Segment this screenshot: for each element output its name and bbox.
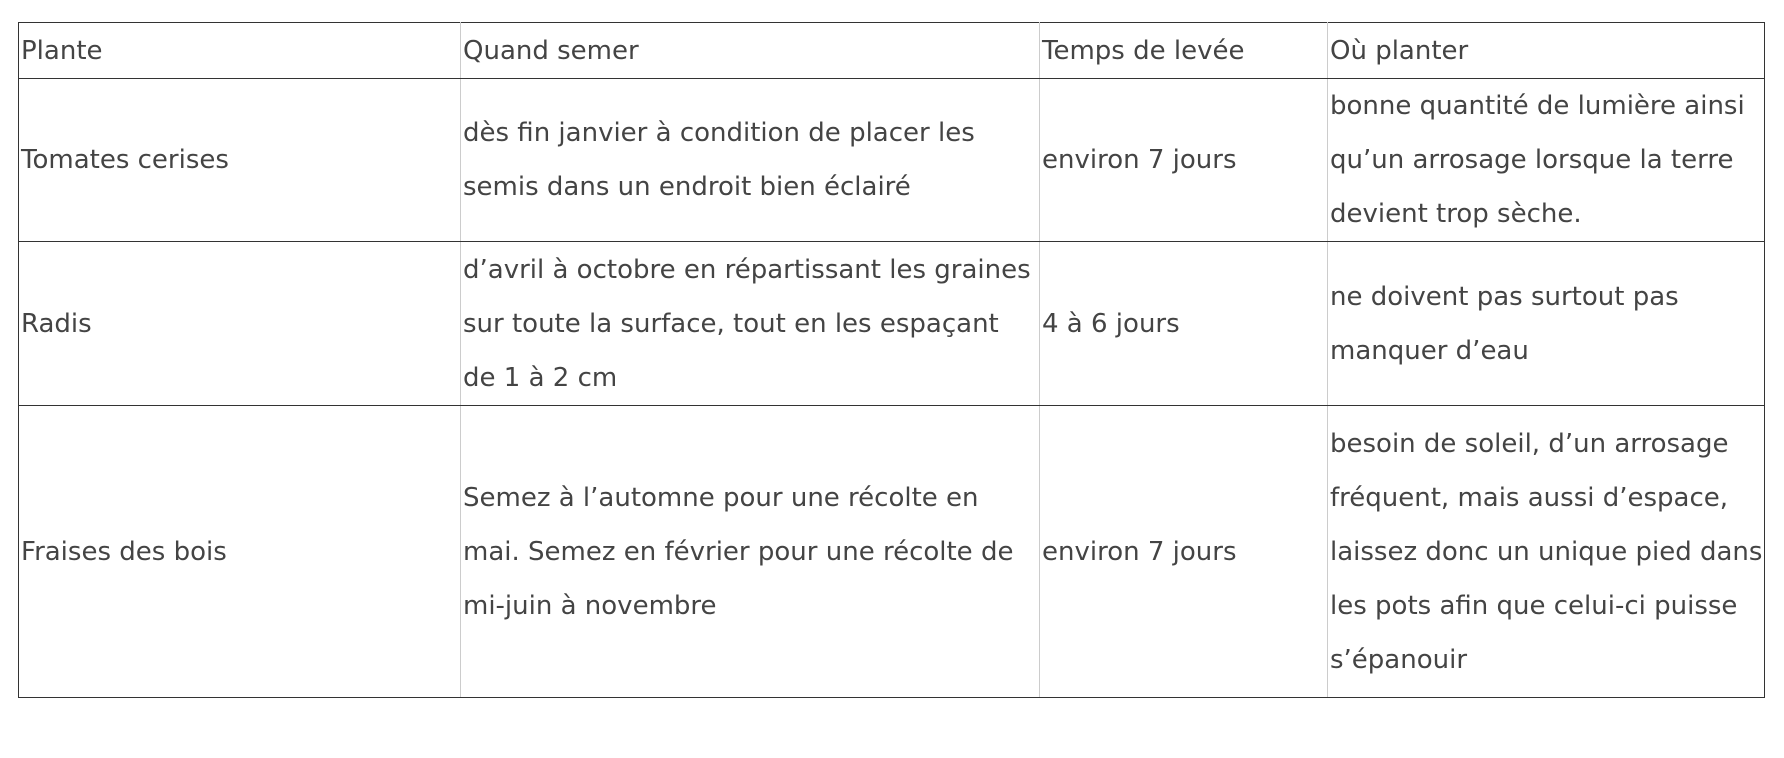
header-temps-levee: Temps de levée <box>1040 23 1328 79</box>
table-header-row <box>19 23 1765 79</box>
cell-quand-semer: d’avril à octobre en répartissant les graines sur toute la surface, tout en les espaçant de 1 à 2 cm <box>461 242 1040 406</box>
cell-plante: Tomates cerises <box>19 79 461 242</box>
planting-table-container <box>18 22 1764 698</box>
planting-table <box>18 22 1765 698</box>
cell-plante: Radis <box>19 242 461 406</box>
cell-ou-planter: besoin de soleil, d’un arrosage fréquent, mais aussi d’espace, laissez donc un unique pied dans les pots afin que celui-ci puisse s’épanouir <box>1328 406 1765 698</box>
cell-ou-planter: ne doivent pas surtout pas manquer d’eau <box>1328 242 1765 406</box>
cell-temps-levee: 4 à 6 jours <box>1040 242 1328 406</box>
table-row <box>19 242 1765 406</box>
header-quand-semer: Quand semer <box>461 23 1040 79</box>
cell-temps-levee: environ 7 jours <box>1040 406 1328 698</box>
cell-temps-levee: environ 7 jours <box>1040 79 1328 242</box>
cell-plante: Fraises des bois <box>19 406 461 698</box>
header-plante: Plante <box>19 23 461 79</box>
cell-quand-semer: Semez à l’automne pour une récolte en mai. Semez en février pour une récolte de mi-juin à novembre <box>461 406 1040 698</box>
header-ou-planter: Où planter <box>1328 23 1765 79</box>
table-row <box>19 406 1765 698</box>
cell-ou-planter: bonne quantité de lumière ainsi qu’un arrosage lorsque la terre devient trop sèche. <box>1328 79 1765 242</box>
cell-quand-semer: dès fin janvier à condition de placer les semis dans un endroit bien éclairé <box>461 79 1040 242</box>
table-row <box>19 79 1765 242</box>
